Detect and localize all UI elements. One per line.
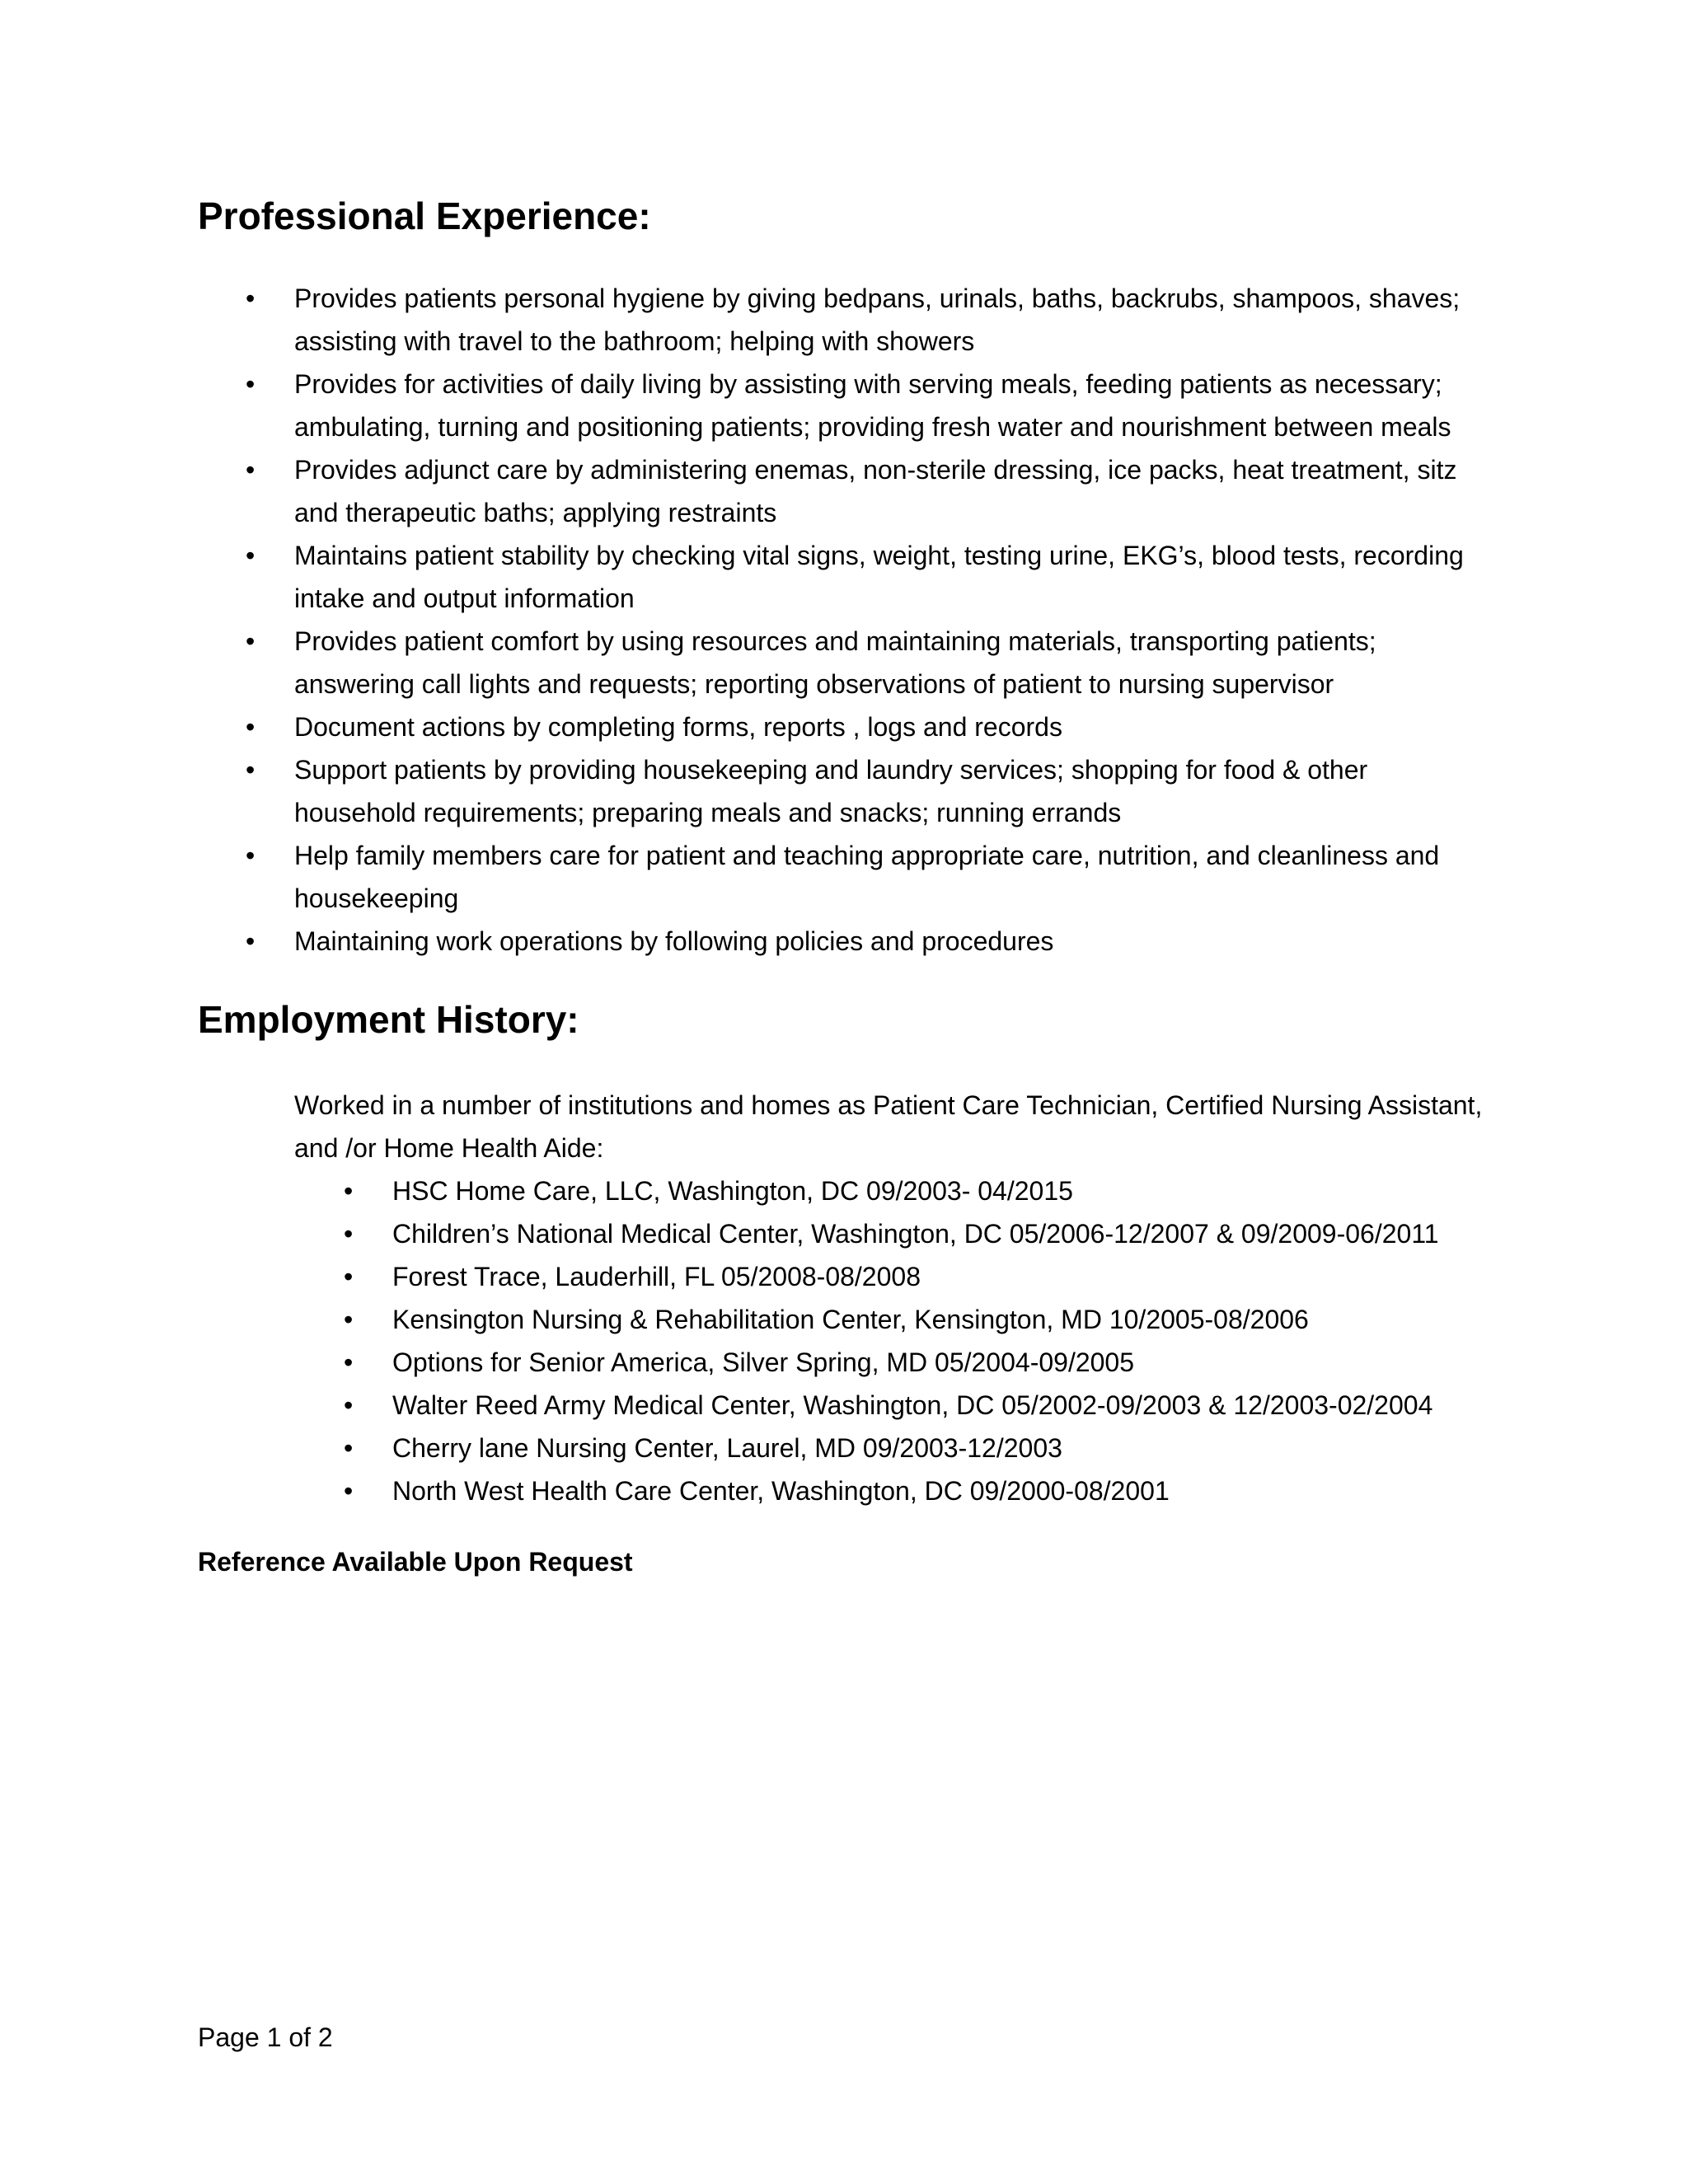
experience-item: • Maintains patient stability by checking vital signs, weight, testing urine, EKG’s, blood tests, recording intake and output information [198, 534, 1492, 620]
employment-history-heading: Employment History: [198, 998, 579, 1042]
experience-item: • Provides patient comfort by using resources and maintaining materials, transporting patients; answering call lights and requests; reporting observations of patient to nursing supervisor [198, 620, 1492, 705]
reference-note: Reference Available Upon Request [198, 1547, 633, 1577]
experience-item: • Document actions by completing forms, reports , logs and records [198, 705, 1492, 748]
employer-item: • HSC Home Care, LLC, Washington, DC 09/2003- 04/2015 [294, 1169, 1492, 1212]
employer-item: • North West Health Care Center, Washington, DC 09/2000-08/2001 [294, 1469, 1492, 1512]
employer-item: • Kensington Nursing & Rehabilitation Center, Kensington, MD 10/2005-08/2006 [294, 1298, 1492, 1341]
employment-intro: Worked in a number of institutions and homes as Patient Care Technician, Certified Nursing Assistant, and /or Home Health Aide: [294, 1090, 1483, 1164]
experience-item: • Provides adjunct care by administering enemas, non-sterile dressing, ice packs, heat treatment, sitz and therapeutic baths; applying restraints [198, 448, 1492, 534]
experience-item: • Provides for activities of daily living by assisting with serving meals, feeding patients as necessary; ambulating, turning and positioning patients; providing fresh water and nourishment between meals [198, 363, 1492, 448]
experience-list [198, 277, 1492, 963]
employer-item: • Forest Trace, Lauderhill, FL 05/2008-08/2008 [294, 1255, 1492, 1298]
experience-item: • Support patients by providing housekeeping and laundry services; shopping for food & other household requirements; preparing meals and snacks; running errands [198, 748, 1492, 834]
employer-item: • Children’s National Medical Center, Washington, DC 05/2006-12/2007 & 09/2009-06/2011 [294, 1212, 1492, 1255]
employer-item: • Options for Senior America, Silver Spring, MD 05/2004-09/2005 [294, 1341, 1492, 1384]
experience-item: • Help family members care for patient and teaching appropriate care, nutrition, and cleanliness and housekeeping [198, 834, 1492, 920]
experience-item: • Provides patients personal hygiene by giving bedpans, urinals, baths, backrubs, shampoos, shaves; assisting with travel to the bathroom; helping with showers [198, 277, 1492, 363]
page-number: Page 1 of 2 [198, 2022, 333, 2052]
employers-list [294, 1169, 1492, 1512]
professional-experience-heading: Professional Experience: [198, 194, 651, 237]
employer-item: • Cherry lane Nursing Center, Laurel, MD 09/2003-12/2003 [294, 1427, 1492, 1469]
resume-content [198, 194, 1492, 1583]
experience-item: • Maintaining work operations by following policies and procedures [198, 920, 1492, 963]
employer-item: • Walter Reed Army Medical Center, Washington, DC 05/2002-09/2003 & 12/2003-02/2004 [294, 1384, 1492, 1427]
